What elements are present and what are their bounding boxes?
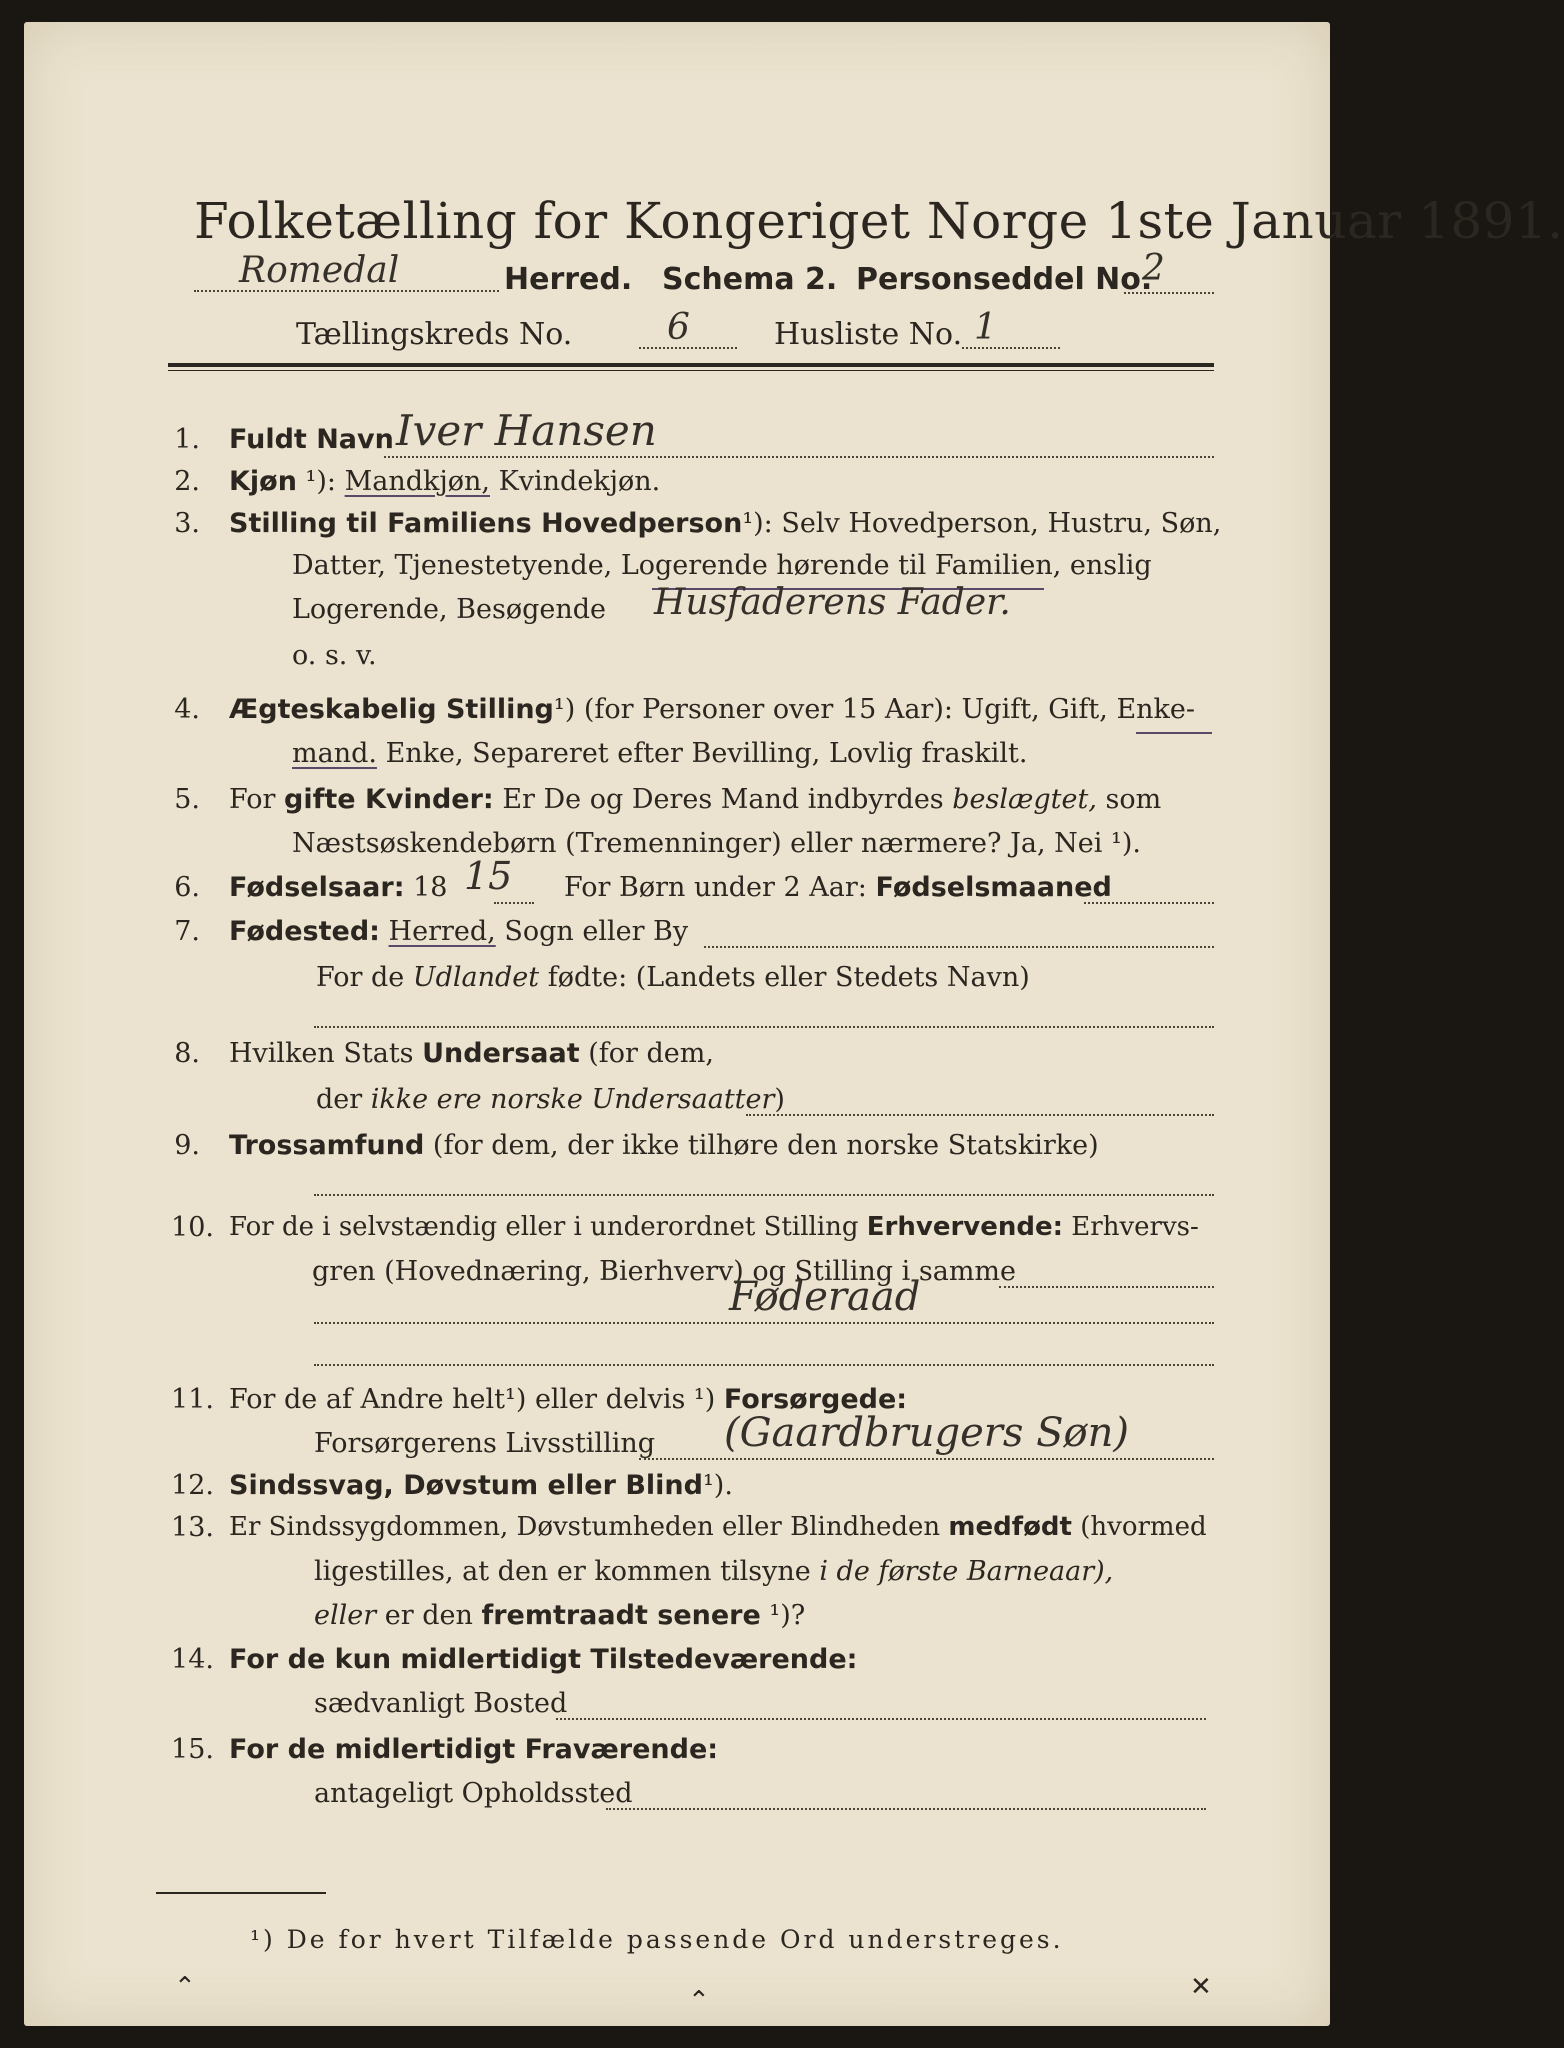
- q7-text-c: fødte: (Landets eller Stedets Navn): [547, 962, 1030, 993]
- q8-text-c: (for dem,: [588, 1038, 714, 1069]
- q11-text-a: For de af Andre helt: [229, 1384, 506, 1415]
- q10-text-a: For de i selvstændig eller i underordnet Stilling: [229, 1212, 859, 1242]
- herred-label: Herred.: [504, 262, 633, 297]
- q12-label: Sindssvag, Døvstum eller Blind: [229, 1470, 703, 1501]
- q7-text-a: For de: [316, 962, 405, 993]
- q10-number: 10.: [171, 1212, 214, 1243]
- q10-dotted-line-2: [314, 1322, 1214, 1324]
- q8-text-f: ): [774, 1084, 785, 1115]
- q8-text-a: Hvilken Stats: [229, 1038, 414, 1069]
- census-form-page: [24, 22, 1564, 2026]
- herred-handwritten: Romedal: [239, 250, 400, 291]
- q10-line2: gren (Hovednæring, Bierhverv) og Stilling i samme: [312, 1256, 1017, 1287]
- q9-line1: [229, 1130, 1099, 1161]
- q8-line2: [316, 1084, 785, 1115]
- q13-text-h: fremtraadt senere: [481, 1600, 761, 1631]
- q7-option-herred: Herred,: [388, 916, 496, 947]
- q13-text-i: ¹)?: [769, 1600, 806, 1631]
- q7-line2: [316, 962, 1030, 993]
- q13-line3: [314, 1600, 805, 1631]
- q1-name-handwritten: Iver Hansen: [396, 406, 657, 455]
- q5-text-b: gifte Kvinder:: [284, 784, 494, 815]
- q7-dotted-line: [704, 946, 1214, 948]
- q8-number: 8.: [174, 1038, 200, 1069]
- personseddel-dotted-line: [1124, 292, 1214, 294]
- header-rule-thin: [168, 370, 1214, 371]
- q10-dotted-line: [999, 1286, 1214, 1288]
- kreds-label: Tællingskreds No.: [296, 317, 573, 352]
- q2-option-mandkjon: Mandkjøn,: [344, 466, 490, 497]
- q10-text-b: Erhvervende:: [866, 1212, 1064, 1242]
- q10-dotted-line-3: [314, 1364, 1214, 1366]
- q4-label: Ægteskabelig Stilling: [229, 694, 554, 725]
- center-mark: ⌃: [688, 1986, 710, 2016]
- q1-number: 1.: [174, 424, 200, 455]
- q13-text-e: i de første Barneaar),: [819, 1556, 1114, 1587]
- header-rule: [168, 363, 1214, 367]
- q11-text-b: ¹) eller delvis ¹): [505, 1384, 716, 1415]
- footnote: ¹) De for hvert Tilfælde passende Ord understreges.: [250, 1925, 1064, 1954]
- q5-line1: [229, 784, 1161, 815]
- q15-dotted-line: [606, 1808, 1206, 1810]
- q11-dotted-line: [639, 1458, 1214, 1460]
- husliste-handwritten: 1: [974, 307, 997, 348]
- q4-options-a: (for Personer over 15 Aar): Ugift, Gift, Enke-: [583, 694, 1196, 725]
- q14-dotted-line: [556, 1718, 1206, 1720]
- q10-text-c: Erhvervs-: [1071, 1212, 1199, 1242]
- q2-sup: ¹):: [305, 466, 337, 497]
- q13-line2: [314, 1556, 1113, 1587]
- q3-label: Stilling til Familiens Hovedperson: [229, 508, 743, 539]
- q13-line1: [229, 1512, 1207, 1542]
- q15-label: For de midlertidigt Fraværende:: [229, 1734, 719, 1765]
- q15-number: 15.: [171, 1734, 214, 1765]
- q4-underline-enke: [1136, 732, 1212, 734]
- q13-text-f: eller: [314, 1600, 377, 1631]
- q8-text-d: der: [316, 1084, 363, 1115]
- q6-label: Fødselsaar:: [229, 872, 405, 903]
- q6-month-dotted-line: [1084, 902, 1214, 904]
- q10-line1: [229, 1212, 1199, 1242]
- corner-mark-right: ✕: [1190, 1972, 1212, 2002]
- q12-sup: ¹).: [702, 1470, 733, 1501]
- q2-line: [229, 466, 660, 497]
- q14-number: 14.: [171, 1644, 214, 1675]
- q7-rest: Sogn eller By: [504, 916, 689, 947]
- q4-number: 4.: [174, 694, 200, 725]
- q12-number: 12.: [171, 1470, 214, 1501]
- q5-text-a: For: [229, 784, 276, 815]
- q13-text-b: medfødt: [948, 1512, 1072, 1542]
- q3-options-a: Selv Hovedperson, Hustru, Søn,: [781, 508, 1222, 539]
- q8-text-b: Undersaat: [422, 1038, 580, 1069]
- q9-label: Trossamfund: [229, 1130, 425, 1161]
- q6-rest-bold: Fødselsmaaned: [875, 872, 1112, 903]
- q14-line2: sædvanligt Bosted: [314, 1688, 568, 1719]
- q12-line: [229, 1470, 733, 1501]
- schema-label: Schema 2.: [662, 262, 838, 297]
- q15-line2: antageligt Opholdssted: [314, 1778, 633, 1809]
- q13-text-g: er den: [384, 1600, 473, 1631]
- q7-dotted-line-2: [314, 1026, 1214, 1028]
- q6-number: 6.: [174, 872, 200, 903]
- personseddel-label: Personseddel No.: [856, 262, 1153, 297]
- q2-number: 2.: [174, 466, 200, 497]
- corner-mark-left: ⌃: [174, 1972, 196, 2002]
- q4-option-enkemand: mand.: [292, 738, 377, 769]
- q5-number: 5.: [174, 784, 200, 815]
- q6-prefix: 18: [413, 872, 448, 903]
- q2-label: Kjøn: [229, 466, 297, 497]
- q13-text-c: (hvormed: [1080, 1512, 1207, 1542]
- q9-number: 9.: [174, 1130, 200, 1161]
- q4-line1: [229, 694, 1195, 725]
- footnote-rule: [156, 1892, 326, 1894]
- q7-number: 7.: [174, 916, 200, 947]
- q3-line1: [229, 508, 1221, 539]
- form-title: Folketælling for Kongeriget Norge 1ste Januar 1891.: [194, 192, 1564, 250]
- q4-options-b: Enke, Separeret efter Bevilling, Lovlig fraskilt.: [385, 738, 1028, 769]
- q8-dotted-line: [746, 1114, 1214, 1116]
- q13-number: 13.: [171, 1512, 214, 1543]
- q3-sup: ¹):: [742, 508, 773, 539]
- q6-year-handwritten: 15: [464, 854, 513, 898]
- q6-rest-text: For Børn under 2 Aar:: [564, 872, 867, 903]
- q5-text-e: som: [1105, 784, 1162, 815]
- q9-dotted-line: [314, 1194, 1214, 1196]
- q3-number: 3.: [174, 508, 200, 539]
- q9-rest: (for dem, der ikke tilhøre den norske Statskirke): [432, 1130, 1099, 1161]
- q6-line: [229, 872, 447, 903]
- husliste-label: Husliste No.: [774, 317, 963, 352]
- q1-label: Fuldt Navn: [229, 424, 394, 455]
- q8-text-e: ikke ere norske Undersaatter: [370, 1084, 775, 1115]
- q11-handwritten: (Gaardbrugers Søn): [724, 1410, 1129, 1456]
- personseddel-handwritten: 2: [1142, 248, 1165, 289]
- q3-line4: o. s. v.: [292, 640, 377, 671]
- q5-line2: Næstsøskendebørn (Tremenninger) eller nærmere? Ja, Nei ¹).: [292, 828, 1141, 859]
- q8-line1: [229, 1038, 714, 1069]
- q6-dotted-line: [494, 902, 534, 904]
- q11-number: 11.: [171, 1384, 214, 1415]
- q5-text-d: beslægtet,: [952, 784, 1097, 815]
- q13-text-a: Er Sindssygdommen, Døvstumheden eller Blindheden: [229, 1512, 941, 1542]
- q4-line2: [292, 738, 1027, 769]
- q3-line3: Logerende, Besøgende: [292, 594, 606, 625]
- q7-label: Fødested:: [229, 916, 380, 947]
- q6-rest: [564, 872, 1112, 903]
- q1-dotted-line: [384, 456, 1214, 458]
- q13-text-d: ligestilles, at den er kommen tilsyne: [314, 1556, 811, 1587]
- q11-text-c: Forsørgede:: [723, 1384, 908, 1415]
- q14-label: For de kun midlertidigt Tilstedeværende:: [229, 1644, 858, 1675]
- q10-handwritten: Føderaad: [729, 1274, 921, 1320]
- q5-text-c: Er De og Deres Mand indbyrdes: [502, 784, 944, 815]
- q3-handwritten: Husfaderens Fader.: [654, 582, 1011, 623]
- kreds-handwritten: 6: [667, 307, 690, 348]
- q7-line1: [229, 916, 688, 947]
- q7-text-b: Udlandet: [412, 962, 540, 993]
- q4-sup: ¹): [553, 694, 576, 725]
- q3-line2: Datter, Tjenestetyende, Logerende hørende til Familien, enslig: [292, 550, 1152, 581]
- q2-option-kvindekjon: Kvindekjøn.: [498, 466, 661, 497]
- q11-line2: Forsørgerens Livsstilling: [314, 1428, 656, 1459]
